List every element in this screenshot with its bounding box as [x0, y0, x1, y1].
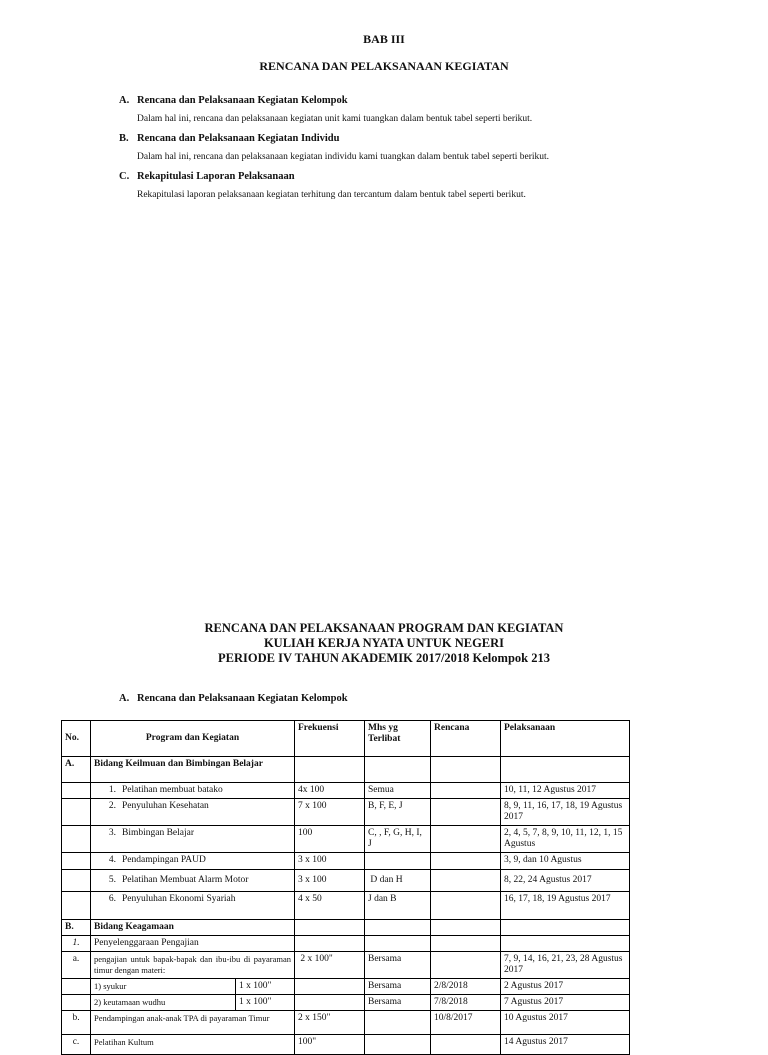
rencana-cell [431, 783, 501, 799]
activity-name: Penyelenggaraan Pengajian [91, 936, 295, 952]
rencana-cell: 7/8/2018 [431, 995, 501, 1011]
mhs-cell [365, 1035, 431, 1055]
sub-item-name: 2) keutamaan wudhu [91, 995, 236, 1011]
rencana-cell [431, 892, 501, 920]
activity-name: Pendampingan anak-anak TPA di payaraman Timur [91, 1011, 295, 1035]
program-title-line-3: PERIODE IV TAHUN AKADEMIK 2017/2018 Kelompok 213 [218, 651, 550, 665]
pelaksanaan-cell: 10, 11, 12 Agustus 2017 [501, 783, 630, 799]
program-table [61, 720, 630, 1055]
pelaksanaan-cell: 8, 9, 11, 16, 17, 18, 19 Agustus 2017 [501, 799, 630, 826]
header-rencana: Rencana [431, 721, 501, 757]
pelaksanaan-cell: 14 Agustus 2017 [501, 1035, 630, 1055]
activity-name: 1. Pelatihan membuat batako [91, 783, 295, 799]
section-b-body: Dalam hal ini, rencana dan pelaksanaan kegiatan individu kami tuangkan dalam bentuk tabel seperti berikut. [137, 152, 550, 162]
table-row [62, 826, 630, 853]
table-row [62, 1035, 630, 1055]
header-frekuensi: Frekuensi [295, 721, 365, 757]
mhs-cell: Semua [365, 783, 431, 799]
activity-name: 2. Penyuluhan Kesehatan [91, 799, 295, 826]
pelaksanaan-cell: 2, 4, 5, 7, 8, 9, 10, 11, 12, 1, 15 Agustus [501, 826, 630, 853]
mhs-cell: B, F, E, J [365, 799, 431, 826]
program-title-line-1: RENCANA DAN PELAKSANAAN PROGRAM DAN KEGIATAN [204, 621, 564, 635]
activity-name: Pelatihan Kultum [91, 1035, 295, 1055]
rencana-cell [431, 952, 501, 979]
table-row [62, 995, 630, 1011]
pelaksanaan-cell: 16, 17, 18, 19 Agustus 2017 [501, 892, 630, 920]
table-header-row [62, 721, 630, 757]
header-pelaksanaan: Pelaksanaan [501, 721, 630, 757]
section-c-body: Rekapitulasi laporan pelaksanaan kegiatan terhitung dan tercantum dalam bentuk tabel seperti berikut. [137, 190, 526, 200]
row-no: b. [62, 1011, 91, 1035]
mhs-cell: Bersama [365, 979, 431, 995]
rencana-cell [431, 1035, 501, 1055]
table-row [62, 799, 630, 826]
header-no: No. [62, 721, 91, 757]
rencana-cell [431, 870, 501, 892]
frekuensi-cell: 4 x 50 [295, 892, 365, 920]
rencana-cell [431, 826, 501, 853]
mhs-cell: Bersama [365, 952, 431, 979]
chapter-number: BAB III [363, 32, 405, 46]
section-title: Bidang Keilmuan dan Bimbingan Belajar [91, 757, 295, 783]
table-section-heading: A. Rencana dan Pelaksanaan Kegiatan Kelompok [119, 693, 348, 704]
frekuensi-cell: 100 [295, 826, 365, 853]
rencana-cell: 10/8/2017 [431, 1011, 501, 1035]
mhs-cell: D dan H [365, 870, 431, 892]
table-row [62, 1011, 630, 1035]
row-no: a. [62, 952, 91, 979]
pelaksanaan-cell: 7, 9, 14, 16, 21, 23, 28 Agustus 2017 [501, 952, 630, 979]
pelaksanaan-cell: 2 Agustus 2017 [501, 979, 630, 995]
activity-name: 5. Pelatihan Membuat Alarm Motor [91, 870, 295, 892]
section-row [62, 920, 630, 936]
mhs-cell: C, , F, G, H, I, J [365, 826, 431, 853]
pelaksanaan-cell: 7 Agustus 2017 [501, 995, 630, 1011]
table-row [62, 892, 630, 920]
frekuensi-cell: 3 x 100 [295, 870, 365, 892]
sub-frekuensi-cell: 1 x 100" [236, 995, 295, 1011]
activity-name: 4. Pendampingan PAUD [91, 853, 295, 870]
table-row [62, 952, 630, 979]
header-mhs: Mhs yg Terlibat [365, 721, 431, 757]
rencana-cell [431, 799, 501, 826]
header-program: Program dan Kegiatan [91, 721, 295, 757]
frekuensi-cell: 2 x 100" [295, 952, 365, 979]
table-row [62, 979, 630, 995]
sub-frekuensi-cell: 1 x 100" [236, 979, 295, 995]
sub-item-name: 1) syukur [91, 979, 236, 995]
mhs-cell: Bersama [365, 995, 431, 1011]
frekuensi-cell: 3 x 100 [295, 853, 365, 870]
mhs-cell [365, 853, 431, 870]
frekuensi-cell: 100" [295, 1035, 365, 1055]
section-b-heading: B. Rencana dan Pelaksanaan Kegiatan Individu [119, 133, 340, 144]
frekuensi-cell: 4x 100 [295, 783, 365, 799]
program-title-line-2: KULIAH KERJA NYATA UNTUK NEGERI [263, 636, 505, 650]
section-no: A. [62, 757, 91, 783]
section-c-heading: C. Rekapitulasi Laporan Pelaksanaan [119, 171, 295, 182]
mhs-cell [365, 1011, 431, 1035]
section-a-heading: A. Rencana dan Pelaksanaan Kegiatan Kelompok [119, 95, 348, 106]
section-row [62, 757, 630, 783]
table-row [62, 936, 630, 952]
section-a-body: Dalam hal ini, rencana dan pelaksanaan kegiatan unit kami tuangkan dalam bentuk tabel seperti berikut. [137, 114, 533, 124]
pelaksanaan-cell: 8, 22, 24 Agustus 2017 [501, 870, 630, 892]
frekuensi-cell: 2 x 150" [295, 1011, 365, 1035]
row-no: c. [62, 1035, 91, 1055]
table-row [62, 870, 630, 892]
section-title: Bidang Keagamaan [91, 920, 295, 936]
pelaksanaan-cell: 10 Agustus 2017 [501, 1011, 630, 1035]
activity-name: 3. Bimbingan Belajar [91, 826, 295, 853]
row-no: 1. [62, 936, 91, 952]
pelaksanaan-cell: 3, 9, dan 10 Agustus [501, 853, 630, 870]
activity-name: 6. Penyuluhan Ekonomi Syariah [91, 892, 295, 920]
table-row [62, 853, 630, 870]
section-no: B. [62, 920, 91, 936]
table-row [62, 783, 630, 799]
chapter-title: RENCANA DAN PELAKSANAAN KEGIATAN [259, 59, 509, 73]
rencana-cell [431, 853, 501, 870]
activity-name: pengajian untuk bapak-bapak dan ibu-ibu di payaraman timur dengan materi: [91, 952, 295, 979]
frekuensi-cell: 7 x 100 [295, 799, 365, 826]
rencana-cell: 2/8/2018 [431, 979, 501, 995]
mhs-cell: J dan B [365, 892, 431, 920]
